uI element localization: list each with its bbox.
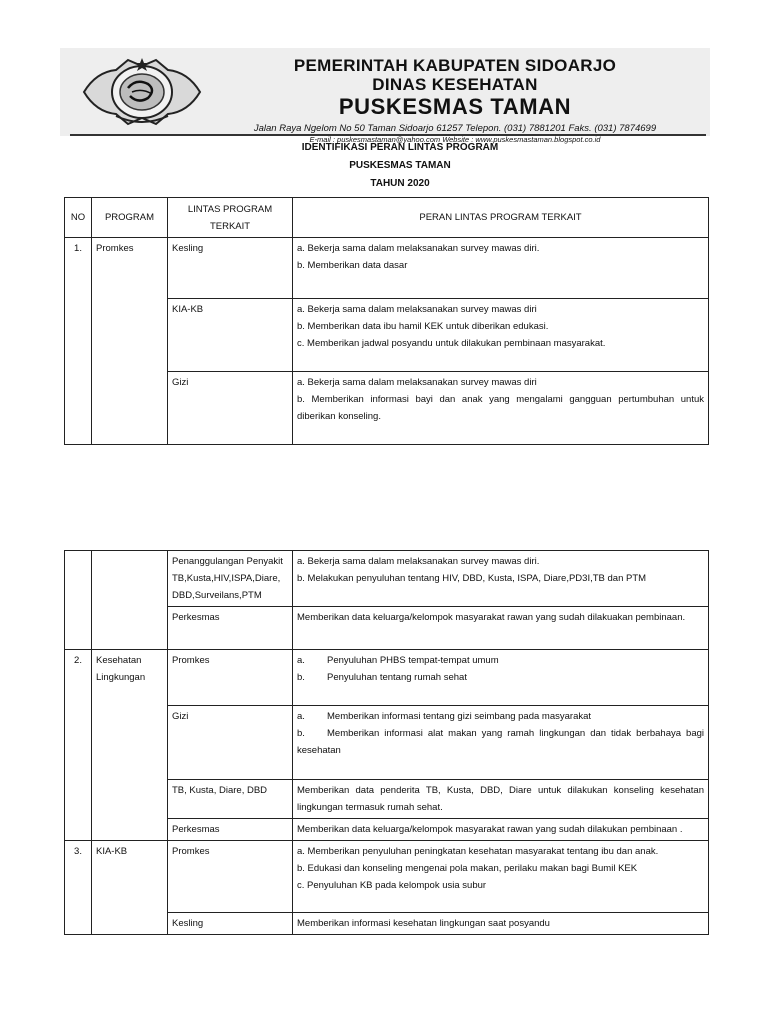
table-row (65, 841, 709, 913)
peran-cell (293, 650, 709, 706)
row-number: 2. (65, 650, 92, 841)
lintas-name: Gizi (168, 706, 293, 780)
row-program-empty (92, 551, 168, 650)
table-row (65, 650, 709, 706)
document-titles (0, 139, 768, 193)
row-number-empty (65, 551, 92, 650)
peran-cell: Memberikan data keluarga/kelompok masyarakat rawan yang sudah dilakuakan pembinaan. (293, 607, 709, 650)
peran-cell: Memberikan informasi kesehatan lingkungan saat posyandu (293, 913, 709, 935)
table-header-row (65, 198, 709, 238)
row-number: 1. (65, 238, 92, 445)
document-year: TAHUN 2020 (370, 178, 430, 189)
row-program: Kesehatan Lingkungan (92, 650, 168, 841)
program-table-2 (64, 550, 709, 935)
peran-cell (293, 372, 709, 445)
lintas-name: Kesling (168, 238, 293, 299)
peran-item: c. Memberikan jadwal posyandu untuk dilakukan pembinaan masyarakat. (297, 338, 606, 349)
letterhead-divider (70, 134, 706, 136)
peran-item (297, 725, 704, 759)
lintas-name: Gizi (168, 372, 293, 445)
table-row (65, 238, 709, 299)
header-peran: PERAN LINTAS PROGRAM TERKAIT (293, 198, 709, 238)
peran-item: a. Bekerja sama dalam melaksanakan survey mawas diri (297, 304, 537, 315)
lintas-name: Perkesmas (168, 819, 293, 841)
letterhead-address: Jalan Raya Ngelom No 50 Taman Sidoarjo 61257 Telepon. (031) 7881201 Faks. (031) 7874699 (253, 123, 657, 134)
peran-cell (293, 238, 709, 299)
peran-cell (293, 706, 709, 780)
lintas-name: Kesling (168, 913, 293, 935)
item-text: Memberikan informasi alat makan yang ramah lingkungan dan tidak berbahaya bagi kesehatan (297, 728, 704, 756)
lintas-name: KIA-KB (168, 299, 293, 372)
peran-cell (293, 551, 709, 607)
peran-cell: Memberikan data keluarga/kelompok masyarakat rawan yang sudah dilakukan pembinaan . (293, 819, 709, 841)
peran-cell (293, 841, 709, 913)
peran-item: a. Memberikan penyuluhan peningkatan kesehatan masyarakat tentang ibu dan anak. (297, 846, 659, 857)
letterhead-text (200, 56, 710, 145)
header-program: PROGRAM (92, 198, 168, 238)
item-text: Memberikan informasi tentang gizi seimbang pada masyarakat (327, 711, 592, 722)
row-program: Promkes (92, 238, 168, 445)
peran-cell: Memberikan data penderita TB, Kusta, DBD, Diare untuk dilakukan konseling kesehatan lingkungan termasuk rumah sehat. (293, 780, 709, 819)
item-label: b. (297, 672, 305, 683)
item-label: b. (297, 728, 305, 739)
lintas-name: TB, Kusta, Diare, DBD (168, 780, 293, 819)
letterhead-government: PEMERINTAH KABUPATEN SIDOARJO (293, 56, 617, 75)
sidoarjo-emblem-logo (76, 52, 206, 132)
peran-item: a. Bekerja sama dalam melaksanakan survey mawas diri (297, 377, 537, 388)
table-row (65, 551, 709, 607)
peran-item: b. Memberikan data ibu hamil KEK untuk diberikan edukasi. (297, 321, 549, 332)
peran-item: a. Bekerja sama dalam melaksanakan survey mawas diri. (297, 556, 540, 567)
peran-item: b. Memberikan data dasar (297, 260, 408, 271)
letterhead-department: DINAS KESEHATAN (372, 75, 538, 94)
peran-item: b. Melakukan penyuluhan tentang HIV, DBD, Kusta, ISPA, Diare,PD3I,TB dan PTM (297, 573, 647, 584)
row-program: KIA-KB (92, 841, 168, 935)
item-label: a. (297, 711, 305, 722)
item-text: Penyuluhan tentang rumah sehat (327, 672, 467, 683)
peran-item: b. Edukasi dan konseling mengenai pola makan, perilaku makan bagi Bumil KEK (297, 863, 638, 874)
peran-cell (293, 299, 709, 372)
letterhead-email: E-mail : puskesmastaman@yahoo.com Website : www.puskesmastaman.blogspot.co.id (309, 135, 601, 144)
lintas-name: Promkes (168, 841, 293, 913)
peran-item (297, 652, 704, 669)
item-label: a. (297, 655, 305, 666)
peran-item: a. Bekerja sama dalam melaksanakan survey mawas diri. (297, 243, 540, 254)
header-no: NO (65, 198, 92, 238)
item-text: Penyuluhan PHBS tempat-tempat umum (327, 655, 499, 666)
peran-item (297, 669, 704, 686)
peran-item (297, 708, 704, 725)
peran-item: c. Penyuluhan KB pada kelompok usia subur (297, 880, 487, 891)
document-subtitle: PUSKESMAS TAMAN (349, 160, 451, 171)
header-lintas: LINTAS PROGRAM TERKAIT (168, 198, 293, 238)
lintas-name: Promkes (168, 650, 293, 706)
document-title: IDENTIFIKASI PERAN LINTAS PROGRAM (301, 142, 499, 153)
row-number: 3. (65, 841, 92, 935)
peran-item: b. Memberikan informasi bayi dan anak yang mengalami gangguan pertumbuhan untuk diberikan konseling. (297, 394, 704, 422)
program-table-1 (64, 197, 709, 445)
letterhead-institution: PUSKESMAS TAMAN (338, 94, 572, 119)
lintas-name: Perkesmas (168, 607, 293, 650)
lintas-name: Penanggulangan Penyakit TB,Kusta,HIV,ISPA,Diare, DBD,Surveilans,PTM (168, 551, 293, 607)
